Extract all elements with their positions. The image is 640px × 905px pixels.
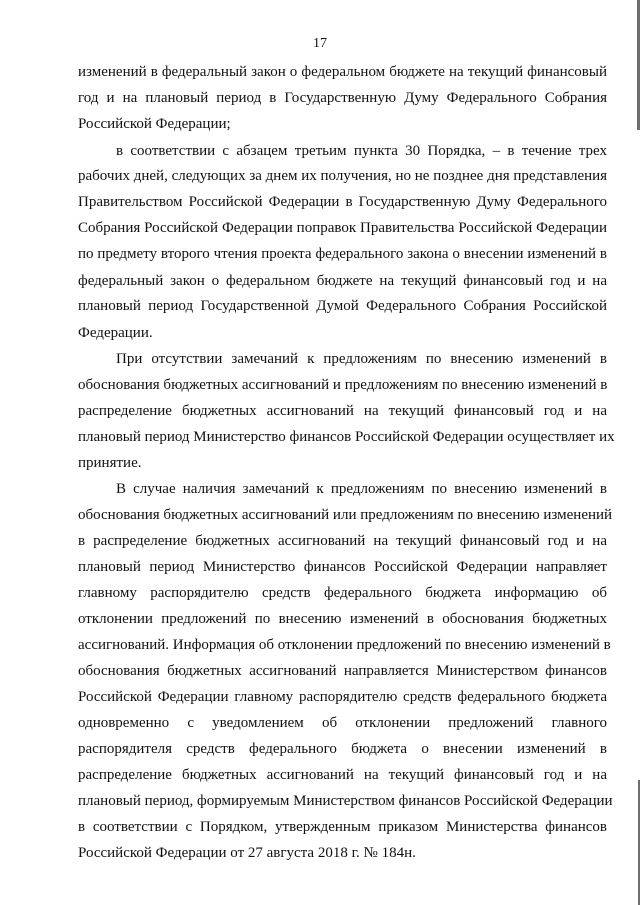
text-line: плановый период Министерство финансов Российской Федерации направляет (78, 559, 607, 575)
text-line: Российской Федерации от 27 августа 2018 г. № 184н. (78, 845, 416, 861)
text-line: в соответствии с Порядком, утвержденным приказом Министерства финансов (78, 819, 607, 835)
text-line: по предмету второго чтения проекта федерального закона о внесении изменений в (78, 246, 607, 262)
text-line: распределение бюджетных ассигнований на текущий финансовый год и на (78, 767, 607, 783)
text-line: обоснования бюджетных ассигнований направляется Министерством финансов (78, 663, 607, 679)
text-line: плановый период Государственной Думой Федерального Собрания Российской (78, 298, 607, 314)
text-line: плановый период Министерство финансов Российской Федерации осуществляет их (78, 429, 615, 445)
text-line: обоснования бюджетных ассигнований или предложениям по внесению изменений (78, 507, 613, 523)
text-line: плановый период, формируемым Министерством финансов Российской Федерации (78, 793, 613, 809)
text-line: в соответствии с абзацем третьим пункта 30 Порядка, – в течение трех (116, 143, 607, 159)
text-line: отклонении предложений по внесению изменений в обоснования бюджетных (78, 611, 607, 627)
text-line: изменений в федеральный закон о федеральном бюджете на текущий финансовый (78, 64, 607, 80)
text-line: обоснования бюджетных ассигнований и предложениям по внесению изменений в (78, 377, 608, 393)
text-line: федеральный закон о федеральном бюджете на текущий финансовый год и на (78, 273, 607, 289)
page-number: 17 (313, 36, 327, 51)
text-line: рабочих дней, следующих за днем их получения, но не позднее дня представления (78, 168, 608, 184)
text-line: главному распорядителю средств федерального бюджета информацию об (78, 585, 607, 601)
text-line: распорядителя средств федерального бюджета о внесении изменений в (78, 741, 607, 757)
text-line: Собрания Российской Федерации поправок Правительства Российской Федерации (78, 220, 607, 236)
text-line: Российской Федерации; (78, 116, 231, 132)
text-line: Российской Федерации главному распорядителю средств федерального бюджета (78, 689, 607, 705)
text-line: в распределение бюджетных ассигнований на текущий финансовый год и на (78, 533, 607, 549)
text-line: Правительством Российской Федерации в Государственную Думу Федерального (78, 194, 607, 210)
text-line: Федерации. (78, 325, 153, 341)
text-line: В случае наличия замечаний к предложениям по внесению изменений в (116, 481, 607, 497)
text-line: одновременно с уведомлением об отклонении предложений главного (78, 715, 607, 731)
text-line: принятие. (78, 455, 142, 471)
text-line: распределение бюджетных ассигнований на текущий финансовый год и на (78, 403, 607, 419)
text-line: год и на плановый период в Государственную Думу Федерального Собрания (78, 90, 607, 106)
text-line: ассигнований. Информация об отклонении предложений по внесению изменений в (78, 637, 611, 653)
text-line: При отсутствии замечаний к предложениям по внесению изменений в (116, 351, 607, 367)
